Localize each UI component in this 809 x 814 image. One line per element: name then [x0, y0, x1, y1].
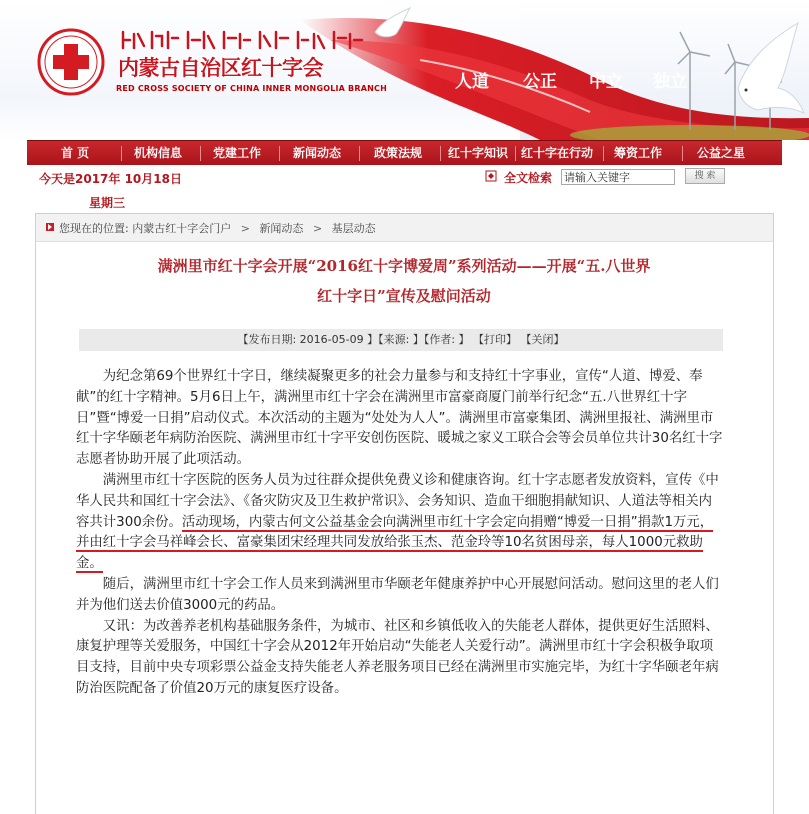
nav-item-policies[interactable]: 政策法规 — [374, 146, 423, 160]
nav-item-news[interactable]: 新闻动态 — [293, 146, 342, 160]
article-body — [76, 367, 724, 700]
paragraph-text: 满洲里市红十字医院的医务人员为过往群众提供免费义诊和健康咨询。红十字志愿者发放资料，宣传《中华人民共和国红十字会法》、《备灾防灾及卫生救护常识》、会务知识、造血干细胞捐献知识、人道法等相关内容共计300余份。 — [76, 472, 719, 530]
search-label: 全文检索 — [504, 171, 553, 185]
nav-item-knowledge[interactable]: 红十字知识 — [448, 146, 509, 160]
search-button[interactable]: 搜 索 — [685, 168, 725, 184]
meta-end: 】 — [458, 333, 470, 346]
breadcrumb — [36, 214, 773, 242]
meta-publish-date: 2016-05-09 — [299, 333, 364, 346]
breadcrumb-separator: > — [312, 222, 323, 235]
main-navigation — [27, 140, 782, 166]
nav-item-fundraising[interactable]: 筹资工作 — [614, 146, 663, 160]
article-paragraph: 又讯：为改善养老机构基础服务条件，为城市、社区和乡镇低收入的失能老人群体，提供更好生活照料、康复护理等关爱服务，中国红十字会从2012年开始启动“失能老人关爱行动”。满洲里市红十字会积极争取项目支持，目前中央专项彩票公益金支持失能老人养老服务项目已经在满洲里市实施完毕，为红十字华颐老年病防治医院配备了价值20万元的康复医疗设备。 — [76, 618, 719, 696]
breadcrumb-news[interactable]: 新闻动态 — [259, 222, 304, 235]
nav-item-public-stars[interactable]: 公益之星 — [697, 146, 746, 160]
mongolian-script-title — [118, 26, 368, 54]
principle-impartiality: 公正 — [523, 72, 557, 92]
principle-neutrality: 中立 — [589, 72, 623, 92]
small-dove-icon — [370, 4, 420, 44]
site-title[interactable]: 内蒙古自治区红十字会 — [118, 56, 323, 80]
nav-item-home[interactable]: 首 页 — [61, 146, 90, 160]
article-title — [79, 251, 729, 311]
nav-divider — [200, 146, 201, 161]
meta-date-label: 【发布日期: — [237, 333, 297, 346]
meta-source-label: 】【来源: — [367, 333, 410, 346]
nav-divider — [515, 146, 516, 161]
highlighted-text: 活动现场，内蒙古何文公益基金会向满洲里市红十字会定向捐赠“博爱一日捐”捐款1万元，并由红十字会马祥峰会长、富豪集团宋经理共同发放给张玉杰、范金玲等10名贫困母亲，每人1000元救助金。 — [76, 514, 714, 572]
nav-item-in-action[interactable]: 红十字在行动 — [521, 146, 594, 160]
current-weekday: 星期三 — [89, 196, 126, 210]
nav-divider — [440, 146, 441, 161]
article-paragraph — [76, 471, 724, 575]
content-panel — [35, 213, 774, 814]
nav-divider — [359, 146, 360, 161]
nav-divider — [603, 146, 604, 161]
print-link[interactable]: 【打印】 — [473, 333, 518, 346]
breadcrumb-separator: > — [240, 222, 250, 235]
nav-item-party-building[interactable]: 党建工作 — [213, 146, 262, 160]
article-title-line2: 红十字日”宣传及慰问活动 — [317, 287, 491, 305]
article-title-line1: 满洲里市红十字会开展“2016红十字博爱周”系列活动——开展“五.八世界 — [157, 257, 651, 275]
meta-author-label: 】【作者: — [412, 333, 456, 346]
search-input[interactable] — [561, 169, 675, 185]
site-header — [0, 0, 809, 140]
nav-item-organization[interactable]: 机构信息 — [134, 146, 183, 160]
principle-humanity: 人道 — [455, 72, 489, 92]
principle-independence: 独立 — [653, 72, 687, 92]
dove-icon — [718, 18, 808, 128]
site-subtitle: RED CROSS SOCIETY OF CHINA INNER MONGOLIA BRANCH — [116, 84, 387, 93]
article-paragraph: 为纪念第69个世界红十字日，继续凝聚更多的社会力量参与和支持红十字事业，宣传“人道、博爱、奉献”的红十字精神。5月6日上午，满洲里市红十字会在满洲里市富豪商厦门前举行纪念“五.八世界红十字日”暨“博爱一日捐”启动仪式。本次活动的主题为“处处为人人”。满洲里市富豪集团、满洲里报社、满洲里市红十字华颐老年病防治医院、满洲里市红十字平安创伤医院、暖城之家义工联合会等会员单位共计30名红十字志愿者协助开展了此项活动。 — [76, 369, 723, 468]
close-link[interactable]: 【关闭】 — [520, 333, 565, 346]
nav-divider — [682, 146, 683, 161]
article-paragraph: 随后，满洲里市红十字会工作人员来到满洲里市华颐老年健康养护中心开展慰问活动。慰问这里的老人们并为他们送去价值3000元的药品。 — [76, 576, 719, 613]
red-cross-logo[interactable] — [37, 28, 105, 96]
breadcrumb-prefix: 您现在的位置: — [59, 222, 129, 235]
current-date: 今天是2017年 10月18日 — [39, 172, 182, 186]
nav-divider — [279, 146, 280, 161]
nav-divider — [121, 146, 122, 161]
search-icon — [485, 170, 497, 182]
article-meta-bar — [79, 329, 723, 351]
breadcrumb-bullet-icon — [46, 223, 54, 231]
breadcrumb-home[interactable]: 内蒙古红十字会门户 — [132, 222, 232, 235]
breadcrumb-local-news[interactable]: 基层动态 — [331, 222, 376, 235]
